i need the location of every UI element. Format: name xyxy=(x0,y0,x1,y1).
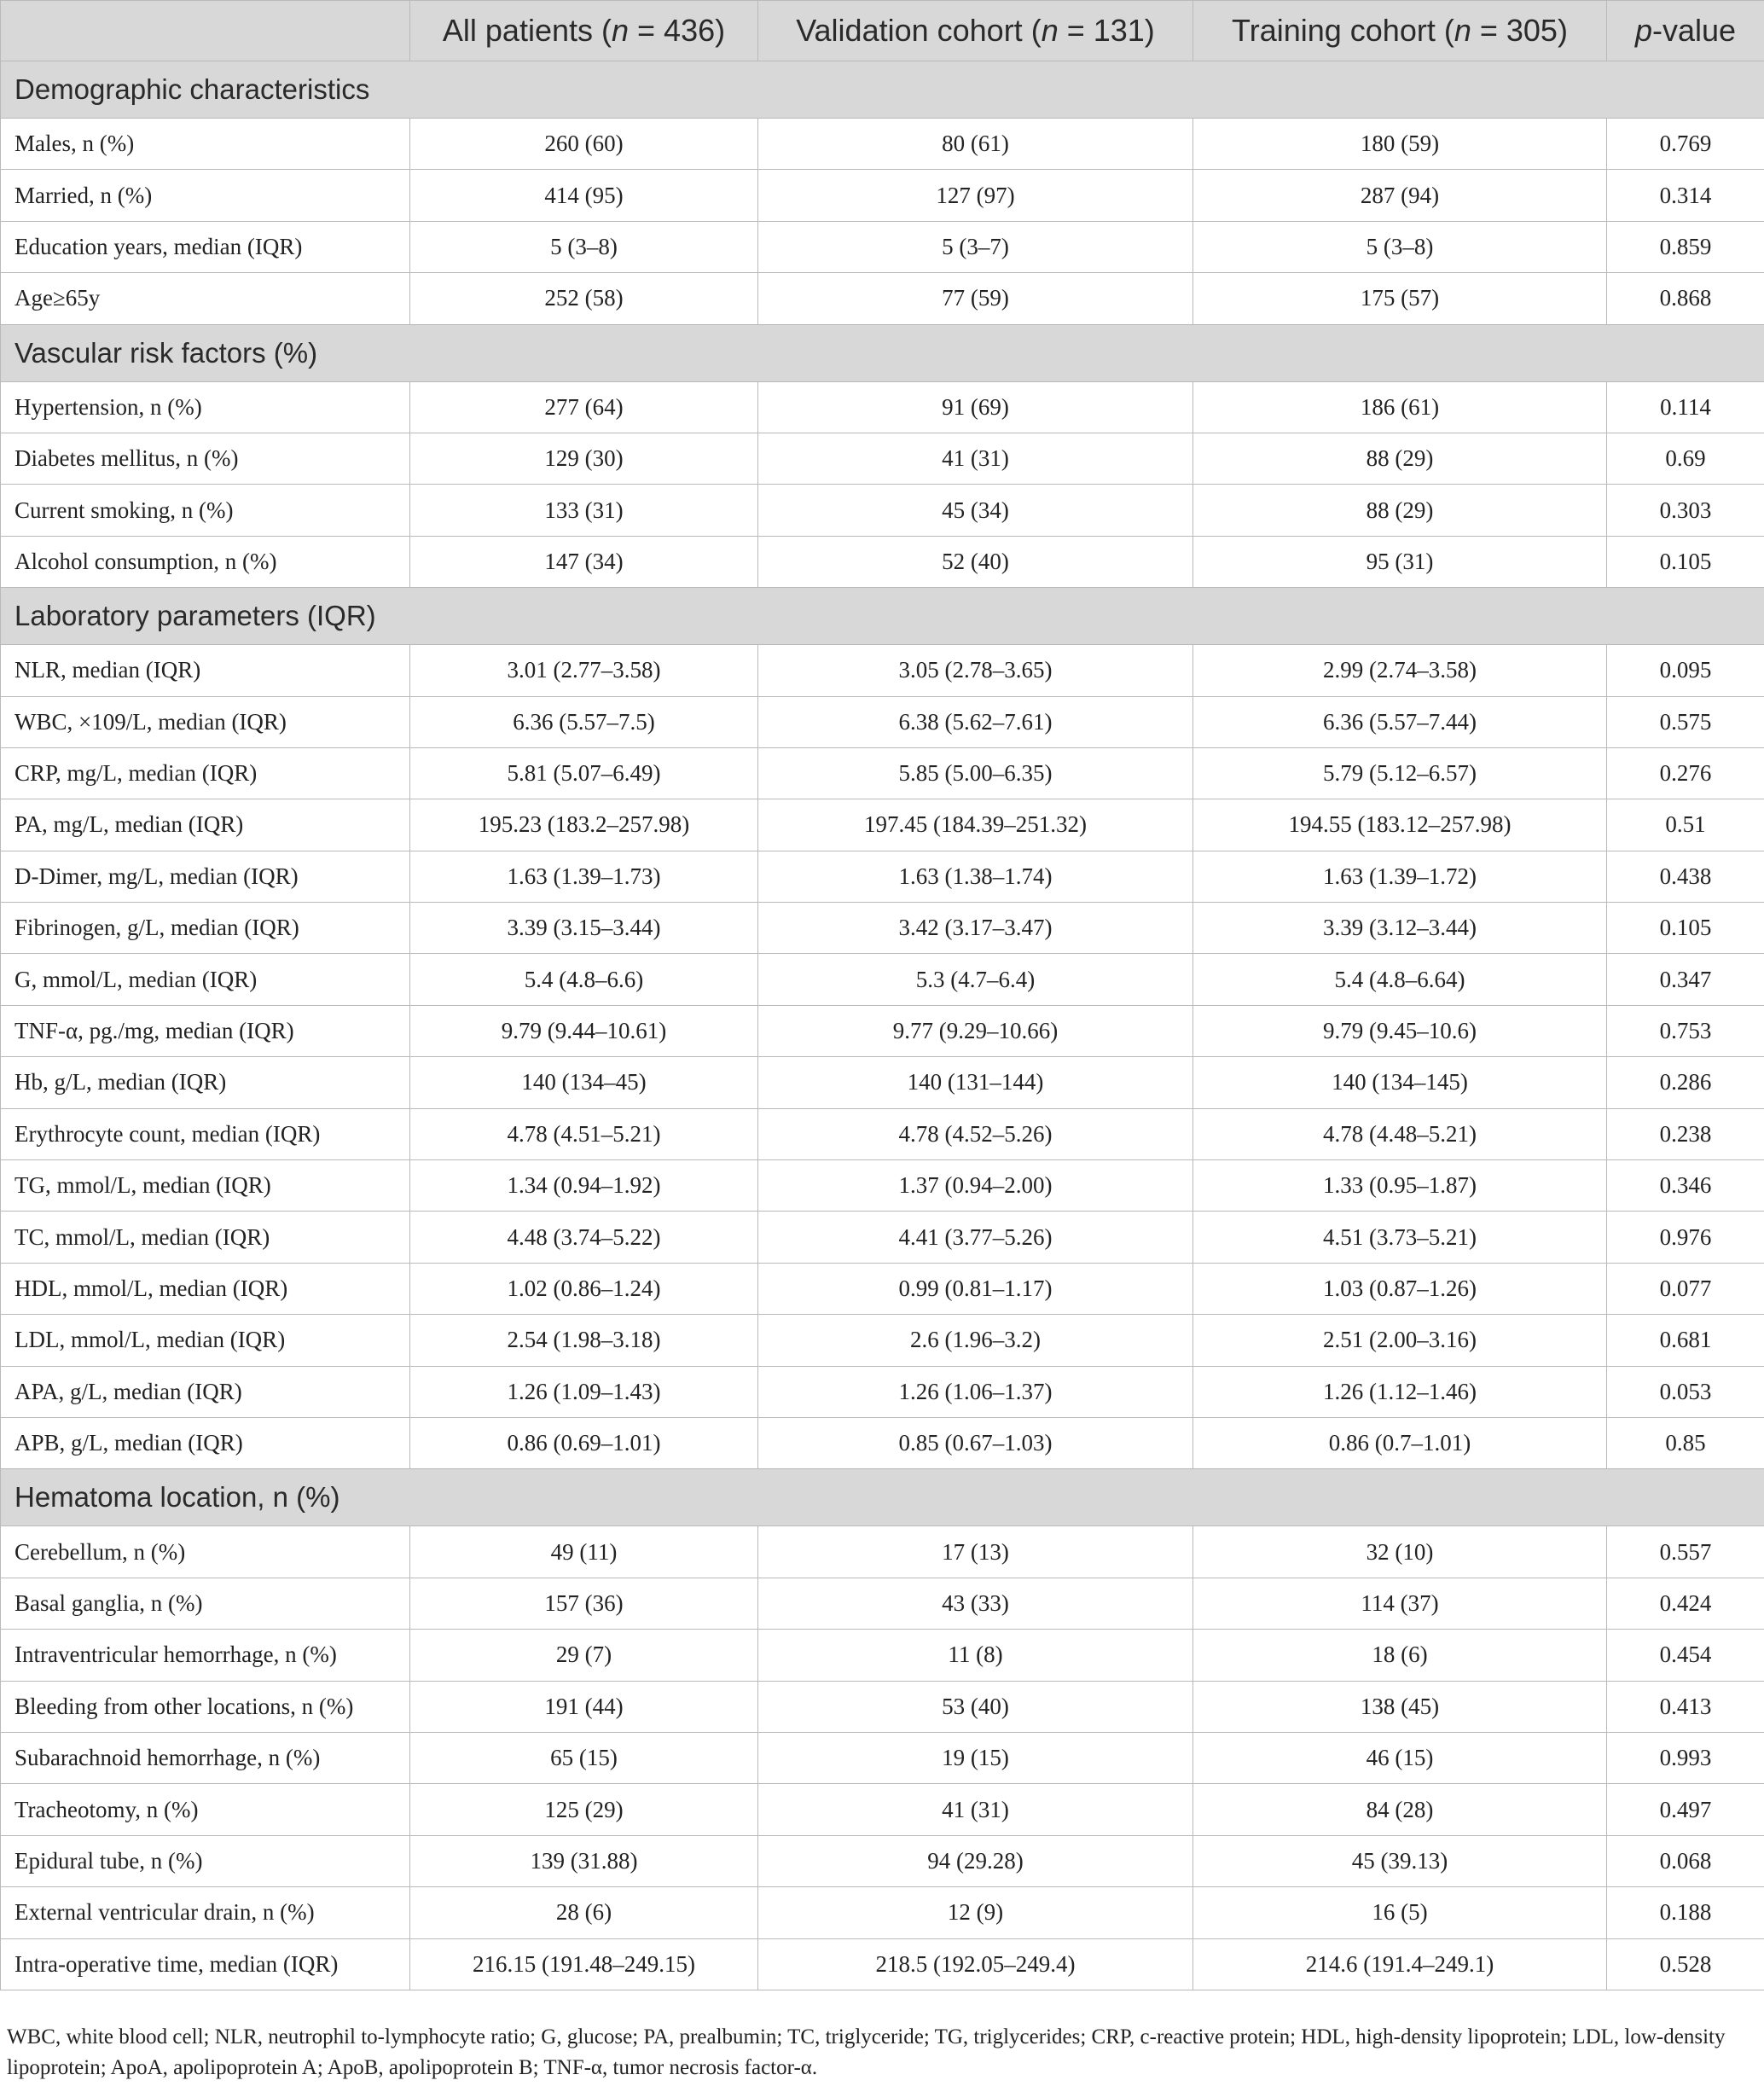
row-label: Diabetes mellitus, n (%) xyxy=(1,433,410,484)
table-row xyxy=(1,1732,1764,1783)
row-label: LDL, mmol/L, median (IQR) xyxy=(1,1315,410,1366)
validation-value: 3.05 (2.78–3.65) xyxy=(758,645,1193,696)
table-row xyxy=(1,1835,1764,1886)
header-validation-cohort: Validation cohort (n = 131) xyxy=(758,1,1193,61)
validation-value: 140 (131–144) xyxy=(758,1057,1193,1108)
p-value: 0.105 xyxy=(1607,536,1764,587)
header-p-value: p-value xyxy=(1607,1,1764,61)
row-label: HDL, mmol/L, median (IQR) xyxy=(1,1263,410,1314)
training-value: 32 (10) xyxy=(1193,1526,1607,1578)
all-patients-value: 1.02 (0.86–1.24) xyxy=(410,1263,758,1314)
training-value: 2.51 (2.00–3.16) xyxy=(1193,1315,1607,1366)
row-label: CRP, mg/L, median (IQR) xyxy=(1,747,410,799)
table-row xyxy=(1,1887,1764,1938)
table-row xyxy=(1,170,1764,221)
validation-value: 94 (29.28) xyxy=(758,1835,1193,1886)
all-patients-value: 216.15 (191.48–249.15) xyxy=(410,1938,758,1990)
p-value: 0.095 xyxy=(1607,645,1764,696)
validation-value: 2.6 (1.96–3.2) xyxy=(758,1315,1193,1366)
validation-value: 45 (34) xyxy=(758,485,1193,536)
all-patients-value: 28 (6) xyxy=(410,1887,758,1938)
training-value: 95 (31) xyxy=(1193,536,1607,587)
table-row xyxy=(1,1315,1764,1366)
table-row xyxy=(1,954,1764,1005)
row-label: Intraventricular hemorrhage, n (%) xyxy=(1,1630,410,1681)
table-row xyxy=(1,1108,1764,1159)
training-value: 84 (28) xyxy=(1193,1784,1607,1835)
validation-value: 9.77 (9.29–10.66) xyxy=(758,1005,1193,1056)
p-value: 0.303 xyxy=(1607,485,1764,536)
row-label: TG, mmol/L, median (IQR) xyxy=(1,1160,410,1212)
all-patients-value: 252 (58) xyxy=(410,273,758,324)
table-row xyxy=(1,536,1764,587)
row-label: TNF-α, pg./mg, median (IQR) xyxy=(1,1005,410,1056)
section-title: Vascular risk factors (%) xyxy=(1,324,1764,381)
all-patients-value: 9.79 (9.44–10.61) xyxy=(410,1005,758,1056)
validation-value: 41 (31) xyxy=(758,1784,1193,1835)
header-training-cohort: Training cohort (n = 305) xyxy=(1193,1,1607,61)
all-patients-value: 133 (31) xyxy=(410,485,758,536)
all-patients-value: 49 (11) xyxy=(410,1526,758,1578)
training-value: 18 (6) xyxy=(1193,1630,1607,1681)
validation-value: 5.85 (5.00–6.35) xyxy=(758,747,1193,799)
training-value: 88 (29) xyxy=(1193,485,1607,536)
table-row xyxy=(1,1526,1764,1578)
table-row xyxy=(1,1160,1764,1212)
table-row xyxy=(1,1366,1764,1417)
all-patients-value: 2.54 (1.98–3.18) xyxy=(410,1315,758,1366)
all-patients-value: 3.01 (2.77–3.58) xyxy=(410,645,758,696)
all-patients-value: 65 (15) xyxy=(410,1732,758,1783)
p-value: 0.859 xyxy=(1607,221,1764,272)
row-label: Age≥65y xyxy=(1,273,410,324)
training-value: 3.39 (3.12–3.44) xyxy=(1193,903,1607,954)
row-label: Erythrocyte count, median (IQR) xyxy=(1,1108,410,1159)
training-value: 287 (94) xyxy=(1193,170,1607,221)
table-row xyxy=(1,485,1764,536)
validation-value: 77 (59) xyxy=(758,273,1193,324)
section-title: Laboratory parameters (IQR) xyxy=(1,588,1764,645)
validation-value: 12 (9) xyxy=(758,1887,1193,1938)
p-value: 0.497 xyxy=(1607,1784,1764,1835)
validation-value: 11 (8) xyxy=(758,1630,1193,1681)
validation-value: 218.5 (192.05–249.4) xyxy=(758,1938,1193,1990)
table-row xyxy=(1,273,1764,324)
validation-value: 6.38 (5.62–7.61) xyxy=(758,696,1193,747)
validation-value: 3.42 (3.17–3.47) xyxy=(758,903,1193,954)
p-value: 0.438 xyxy=(1607,851,1764,902)
training-value: 214.6 (191.4–249.1) xyxy=(1193,1938,1607,1990)
header-variable xyxy=(1,1,410,61)
all-patients-value: 1.63 (1.39–1.73) xyxy=(410,851,758,902)
validation-value: 4.41 (3.77–5.26) xyxy=(758,1212,1193,1263)
training-value: 5 (3–8) xyxy=(1193,221,1607,272)
validation-value: 127 (97) xyxy=(758,170,1193,221)
training-value: 114 (37) xyxy=(1193,1578,1607,1629)
header-all-patients: All patients (n = 436) xyxy=(410,1,758,61)
p-value: 0.868 xyxy=(1607,273,1764,324)
row-label: Subarachnoid hemorrhage, n (%) xyxy=(1,1732,410,1783)
table-row xyxy=(1,381,1764,433)
all-patients-value: 0.86 (0.69–1.01) xyxy=(410,1417,758,1468)
validation-value: 19 (15) xyxy=(758,1732,1193,1783)
validation-value: 80 (61) xyxy=(758,119,1193,170)
row-label: Married, n (%) xyxy=(1,170,410,221)
all-patients-value: 5.81 (5.07–6.49) xyxy=(410,747,758,799)
training-value: 9.79 (9.45–10.6) xyxy=(1193,1005,1607,1056)
p-value: 0.238 xyxy=(1607,1108,1764,1159)
all-patients-value: 1.26 (1.09–1.43) xyxy=(410,1366,758,1417)
all-patients-value: 277 (64) xyxy=(410,381,758,433)
table-header-row xyxy=(1,1,1764,61)
validation-value: 91 (69) xyxy=(758,381,1193,433)
section-title: Demographic characteristics xyxy=(1,61,1764,119)
validation-value: 43 (33) xyxy=(758,1578,1193,1629)
table-row xyxy=(1,696,1764,747)
p-value: 0.114 xyxy=(1607,381,1764,433)
validation-value: 5 (3–7) xyxy=(758,221,1193,272)
p-value: 0.105 xyxy=(1607,903,1764,954)
validation-value: 0.99 (0.81–1.17) xyxy=(758,1263,1193,1314)
table-row xyxy=(1,1938,1764,1990)
all-patients-value: 414 (95) xyxy=(410,170,758,221)
row-label: APA, g/L, median (IQR) xyxy=(1,1366,410,1417)
training-value: 2.99 (2.74–3.58) xyxy=(1193,645,1607,696)
validation-value: 0.85 (0.67–1.03) xyxy=(758,1417,1193,1468)
p-value: 0.769 xyxy=(1607,119,1764,170)
p-value: 0.993 xyxy=(1607,1732,1764,1783)
all-patients-value: 147 (34) xyxy=(410,536,758,587)
all-patients-value: 195.23 (183.2–257.98) xyxy=(410,799,758,851)
table-row xyxy=(1,747,1764,799)
p-value: 0.454 xyxy=(1607,1630,1764,1681)
p-value: 0.976 xyxy=(1607,1212,1764,1263)
table-row xyxy=(1,221,1764,272)
p-value: 0.347 xyxy=(1607,954,1764,1005)
row-label: Males, n (%) xyxy=(1,119,410,170)
validation-value: 1.26 (1.06–1.37) xyxy=(758,1366,1193,1417)
training-value: 5.79 (5.12–6.57) xyxy=(1193,747,1607,799)
training-value: 0.86 (0.7–1.01) xyxy=(1193,1417,1607,1468)
row-label: Alcohol consumption, n (%) xyxy=(1,536,410,587)
row-label: Basal ganglia, n (%) xyxy=(1,1578,410,1629)
all-patients-value: 29 (7) xyxy=(410,1630,758,1681)
training-value: 5.4 (4.8–6.64) xyxy=(1193,954,1607,1005)
section-header-row xyxy=(1,588,1764,645)
row-label: PA, mg/L, median (IQR) xyxy=(1,799,410,851)
all-patients-value: 191 (44) xyxy=(410,1681,758,1732)
row-label: APB, g/L, median (IQR) xyxy=(1,1417,410,1468)
validation-value: 1.37 (0.94–2.00) xyxy=(758,1160,1193,1212)
p-value: 0.053 xyxy=(1607,1366,1764,1417)
training-value: 140 (134–145) xyxy=(1193,1057,1607,1108)
training-value: 1.63 (1.39–1.72) xyxy=(1193,851,1607,902)
row-label: NLR, median (IQR) xyxy=(1,645,410,696)
section-header-row xyxy=(1,1469,1764,1526)
all-patients-value: 6.36 (5.57–7.5) xyxy=(410,696,758,747)
training-value: 180 (59) xyxy=(1193,119,1607,170)
training-value: 138 (45) xyxy=(1193,1681,1607,1732)
training-value: 88 (29) xyxy=(1193,433,1607,484)
all-patients-value: 129 (30) xyxy=(410,433,758,484)
training-value: 46 (15) xyxy=(1193,1732,1607,1783)
p-value: 0.346 xyxy=(1607,1160,1764,1212)
p-value: 0.286 xyxy=(1607,1057,1764,1108)
validation-value: 41 (31) xyxy=(758,433,1193,484)
all-patients-value: 5.4 (4.8–6.6) xyxy=(410,954,758,1005)
table-row xyxy=(1,1630,1764,1681)
section-header-row xyxy=(1,61,1764,119)
section-title: Hematoma location, n (%) xyxy=(1,1469,1764,1526)
training-value: 16 (5) xyxy=(1193,1887,1607,1938)
p-value: 0.188 xyxy=(1607,1887,1764,1938)
row-label: G, mmol/L, median (IQR) xyxy=(1,954,410,1005)
all-patients-value: 3.39 (3.15–3.44) xyxy=(410,903,758,954)
p-value: 0.51 xyxy=(1607,799,1764,851)
row-label: External ventricular drain, n (%) xyxy=(1,1887,410,1938)
table-row xyxy=(1,433,1764,484)
validation-value: 53 (40) xyxy=(758,1681,1193,1732)
row-label: Hypertension, n (%) xyxy=(1,381,410,433)
validation-value: 197.45 (184.39–251.32) xyxy=(758,799,1193,851)
row-label: TC, mmol/L, median (IQR) xyxy=(1,1212,410,1263)
table-row xyxy=(1,1263,1764,1314)
row-label: D-Dimer, mg/L, median (IQR) xyxy=(1,851,410,902)
training-value: 45 (39.13) xyxy=(1193,1835,1607,1886)
table-row xyxy=(1,1005,1764,1056)
table-row xyxy=(1,1578,1764,1629)
row-label: Tracheotomy, n (%) xyxy=(1,1784,410,1835)
p-value: 0.753 xyxy=(1607,1005,1764,1056)
row-label: Fibrinogen, g/L, median (IQR) xyxy=(1,903,410,954)
all-patients-value: 4.48 (3.74–5.22) xyxy=(410,1212,758,1263)
all-patients-value: 140 (134–45) xyxy=(410,1057,758,1108)
p-value: 0.85 xyxy=(1607,1417,1764,1468)
table-row xyxy=(1,1212,1764,1263)
p-value: 0.077 xyxy=(1607,1263,1764,1314)
training-value: 1.26 (1.12–1.46) xyxy=(1193,1366,1607,1417)
p-value: 0.557 xyxy=(1607,1526,1764,1578)
p-value: 0.681 xyxy=(1607,1315,1764,1366)
table-row xyxy=(1,799,1764,851)
table-row xyxy=(1,1681,1764,1732)
row-label: Education years, median (IQR) xyxy=(1,221,410,272)
all-patients-value: 4.78 (4.51–5.21) xyxy=(410,1108,758,1159)
validation-value: 1.63 (1.38–1.74) xyxy=(758,851,1193,902)
row-label: Hb, g/L, median (IQR) xyxy=(1,1057,410,1108)
p-value: 0.068 xyxy=(1607,1835,1764,1886)
training-value: 4.78 (4.48–5.21) xyxy=(1193,1108,1607,1159)
table-row xyxy=(1,903,1764,954)
validation-value: 5.3 (4.7–6.4) xyxy=(758,954,1193,1005)
table-row xyxy=(1,645,1764,696)
table-footnote: WBC, white blood cell; NLR, neutrophil to-lymphocyte ratio; G, glucose; PA, prealbumin; TC, triglyceride; TG, triglycerides; CRP, c-reactive protein; HDL, high-density lipoprotein; LDL, low-density lipoprotein; ApoA, apolipoprotein A; ApoB, apolipoprotein B; TNF-α, tumor necrosis factor-α. xyxy=(7,2025,1726,2079)
p-value: 0.276 xyxy=(1607,747,1764,799)
table-row xyxy=(1,119,1764,170)
row-label: Current smoking, n (%) xyxy=(1,485,410,536)
validation-value: 17 (13) xyxy=(758,1526,1193,1578)
training-value: 1.33 (0.95–1.87) xyxy=(1193,1160,1607,1212)
row-label: WBC, ×109/L, median (IQR) xyxy=(1,696,410,747)
row-label: Bleeding from other locations, n (%) xyxy=(1,1681,410,1732)
p-value: 0.575 xyxy=(1607,696,1764,747)
p-value: 0.528 xyxy=(1607,1938,1764,1990)
table-row xyxy=(1,1417,1764,1468)
table-body xyxy=(1,61,1764,1990)
validation-value: 4.78 (4.52–5.26) xyxy=(758,1108,1193,1159)
validation-value: 52 (40) xyxy=(758,536,1193,587)
all-patients-value: 139 (31.88) xyxy=(410,1835,758,1886)
training-value: 1.03 (0.87–1.26) xyxy=(1193,1263,1607,1314)
all-patients-value: 5 (3–8) xyxy=(410,221,758,272)
all-patients-value: 260 (60) xyxy=(410,119,758,170)
p-value: 0.413 xyxy=(1607,1681,1764,1732)
training-value: 6.36 (5.57–7.44) xyxy=(1193,696,1607,747)
row-label: Intra-operative time, median (IQR) xyxy=(1,1938,410,1990)
training-value: 194.55 (183.12–257.98) xyxy=(1193,799,1607,851)
training-value: 186 (61) xyxy=(1193,381,1607,433)
training-value: 175 (57) xyxy=(1193,273,1607,324)
p-value: 0.424 xyxy=(1607,1578,1764,1629)
table-row xyxy=(1,1784,1764,1835)
all-patients-value: 125 (29) xyxy=(410,1784,758,1835)
p-value: 0.314 xyxy=(1607,170,1764,221)
all-patients-value: 157 (36) xyxy=(410,1578,758,1629)
table-row xyxy=(1,851,1764,902)
all-patients-value: 1.34 (0.94–1.92) xyxy=(410,1160,758,1212)
p-value: 0.69 xyxy=(1607,433,1764,484)
row-label: Cerebellum, n (%) xyxy=(1,1526,410,1578)
table-row xyxy=(1,1057,1764,1108)
row-label: Epidural tube, n (%) xyxy=(1,1835,410,1886)
section-header-row xyxy=(1,324,1764,381)
training-value: 4.51 (3.73–5.21) xyxy=(1193,1212,1607,1263)
